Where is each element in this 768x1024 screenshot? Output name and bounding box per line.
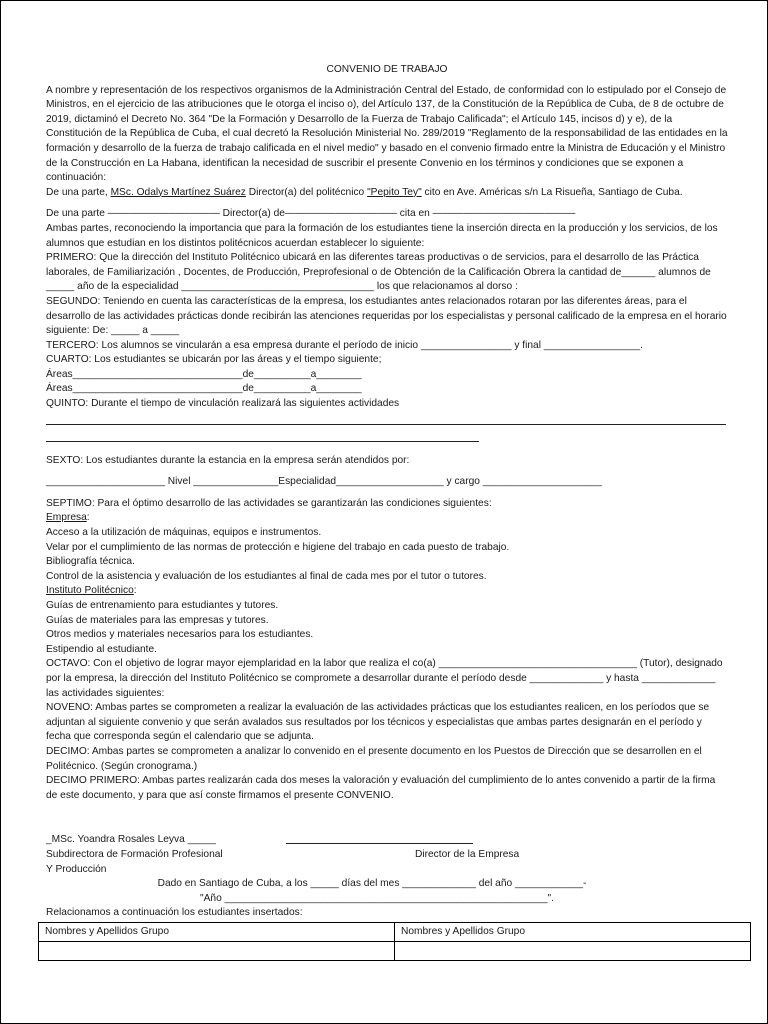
relacion-line: Relacionamos a continuación los estudiantes insertados:: [46, 907, 303, 919]
party-one-middle: Director(a) del politécnico: [245, 186, 368, 198]
table-header-cell: Nombres y Apellidos Grupo: [395, 922, 751, 941]
signature-left-name: _MSc. Yoandra Rosales Leyva _____: [46, 834, 216, 846]
table-row: [39, 941, 751, 960]
areas-line-2: Áreas______________________________de__________a________: [46, 383, 362, 395]
signature-titles-row: [46, 848, 728, 863]
instituto-item: Guías de materiales para las empresas y tutores.: [46, 614, 269, 626]
quinto-clause: QUINTO: Durante el tiempo de vinculación realizará las siguientes actividades: [46, 398, 400, 410]
signature-left-title: Subdirectora de Formación Profesional: [46, 848, 223, 860]
cuarto-clause: CUARTO: Los estudiantes se ubicarán por las áreas y el tiempo siguiente;: [46, 354, 382, 366]
instituto-item: Guías de entrenamiento para estudiantes y tutores.: [46, 600, 279, 611]
table-cell[interactable]: [395, 941, 751, 960]
table-cell[interactable]: [39, 941, 395, 960]
spacer: [46, 200, 728, 207]
party-one-suffix: cito en Ave. Américas s/n La Risueña, Santiago de Cuba.: [421, 186, 683, 198]
instituto-item: Estipendio al estudiante.: [46, 643, 158, 655]
empresa-item: Acceso a la utilización de máquinas, equipos e instrumentos.: [46, 527, 322, 539]
empresa-colon: :: [86, 512, 90, 524]
dado-line: Dado en Santiago de Cuba, a los _____ días del mes _____________ del año ____________-: [157, 878, 587, 890]
intro-paragraph: A nombre y representación de los respectivos organismos de la Administración Central del Estado, de conformidad con lo estipulado por el Consejo de Ministros, en el ejercicio de las atribuciones que le otorga el inciso o), del Artículo 137, de la Constitución de la República de Cuba, de 8 de octubre de 2019, dictaminó el Decreto No. 364 "De la Formación y Desarrollo de la Fuerza de Trabajo Calificada"; el Artículo 145, incisos d) y e), de la Constitución de la República de Cuba, el cual decretó la Resolución Ministerial No. 289/2019 "Reglamento de la responsabilidad de las entidades en la formación y desarrollo de la fuerza de trabajo calificada en el nivel medio" y basado en el convenio firmado entre la Ministra de Educación y el Ministro de la Construcción en La Habana, identifican la necesidad de suscribir el presente Convenio en los términos y condiciones que se exponen a continuación:: [46, 84, 728, 184]
party-one-prefix: De una parte,: [46, 186, 111, 198]
signature-row: [46, 833, 728, 848]
party-one-school: "Pepito Tey": [367, 186, 422, 198]
quinto-blank-line-2: [46, 431, 479, 442]
party-one-name: MSc. Odalys Martínez Suárez: [110, 186, 246, 198]
party-one-paragraph: [46, 186, 728, 201]
empresa-item: Velar por el cumplimiento de las normas de protección e higiene del trabajo en cada puesto de trabajo.: [46, 541, 510, 553]
empresa-heading: Empresa: [46, 512, 87, 524]
ano-line: "Año _________________________________________________________".: [200, 892, 554, 904]
sexto-clause: SEXTO: Los estudiantes durante la estancia en la empresa serán atendidos por:: [46, 454, 410, 466]
spacer: [46, 490, 728, 497]
decimo-primero-clause: DECIMO PRIMERO: Ambas partes realizarán cada dos meses la valoración y evaluación del cumplimiento de lo antes convenido a partir de la firma de este documento, y para que así conste firmamos el presente CONVENIO.: [46, 775, 716, 801]
table-header-cell: Nombres y Apellidos Grupo: [39, 922, 395, 941]
quinto-blank-line-1: [46, 414, 726, 425]
empresa-item: Bibliografía técnica.: [46, 556, 135, 568]
spacer: [46, 442, 728, 454]
signature-left-title-2: Y Producción: [46, 863, 107, 875]
document-body: [46, 63, 728, 961]
instituto-heading: Instituto Politécnico: [46, 585, 134, 597]
signature-right-line: [286, 833, 473, 844]
segundo-clause: SEGUNDO: Teniendo en cuenta las características de la empresa, los estudiantes antes relacionados rotaran por las diferentes áreas, para el desarrollo de las actividades prácticas donde recibirán las atenciones requeridas por los especialistas y personal calificado de la empresa en el horario siguiente: De: _____ a _____: [46, 295, 727, 337]
instituto-colon: :: [133, 585, 137, 597]
sexto-fill-line: _____________________ Nivel _______________Especialidad___________________ y cargo _____________________: [46, 476, 602, 488]
octavo-clause: OCTAVO: Con el objetivo de lograr mayor ejemplaridad en la labor que realiza el co(a) ___________________________________ (Tutor), designado por la empresa, la dirección del Instituto Politécnico se compromete a desarrollar durante el período desde _____________ y hasta _____________ las actividades siguientes:: [46, 658, 723, 699]
primero-clause: PRIMERO: Que la dirección del Instituto Politécnico ubicará en las diferentes tareas productivas o de servicios, para el desarrollo de las Práctica laborales, de Familiarización , Docentes, de Producción, Preprofesional o de Obtención de la Calificación Obrera la cantidad de______ alumnos de _____ año de la especialidad __________________________________ los que relacionamos al dorso :: [46, 252, 711, 293]
party-two-paragraph: De una parte ——————————— Director(a) de——————————— cita en ——————————————: [46, 208, 576, 220]
noveno-clause: NOVENO: Ambas partes se comprometen a realizar la evaluación de las actividades prácticas que los estudiantes realicen, en los períodos que se adjuntan al siguiente convenio y que serán avalados sus resultados por los técnicos y especialistas que ambas partes designarán en el período y fecha que corresponda según el calendario que se adjunta.: [46, 702, 710, 743]
document-title: CONVENIO DE TRABAJO: [326, 64, 448, 75]
tercero-clause: TERCERO: Los alumnos se vincularán a esa empresa durante el período de inicio ________________ y final _________________.: [46, 339, 643, 351]
empresa-item: Control de la asistencia y evaluación de los estudiantes al final de cada mes por el tutor o tutores.: [46, 570, 487, 582]
areas-line-1: Áreas______________________________de__________a________: [46, 368, 362, 380]
spacer: [46, 468, 728, 475]
instituto-item: Otros medios y materiales necesarios para los estudiantes.: [46, 629, 314, 641]
spacer: [46, 803, 728, 833]
table-header-row: [39, 922, 751, 941]
students-table: [38, 922, 751, 961]
decimo-clause: DECIMO: Ambas partes se comprometen a analizar lo convenido en el presente documento en los Puestos de Dirección que se desarrollen en el Politécnico. (Según cronograma.): [46, 745, 702, 772]
septimo-clause: SEPTIMO: Para el óptimo desarrollo de las actividades se garantizarán las condiciones siguientes:: [46, 497, 492, 509]
signature-right-title: Director de la Empresa: [415, 848, 520, 860]
ambas-partes-paragraph: Ambas partes, reconociendo la importancia que para la formación de los estudiantes tiene la inserción directa en la producción y los servicios, de los alumnos que estudian en los distintos politécnicos acuerdan establecer lo siguiente:: [46, 222, 718, 249]
